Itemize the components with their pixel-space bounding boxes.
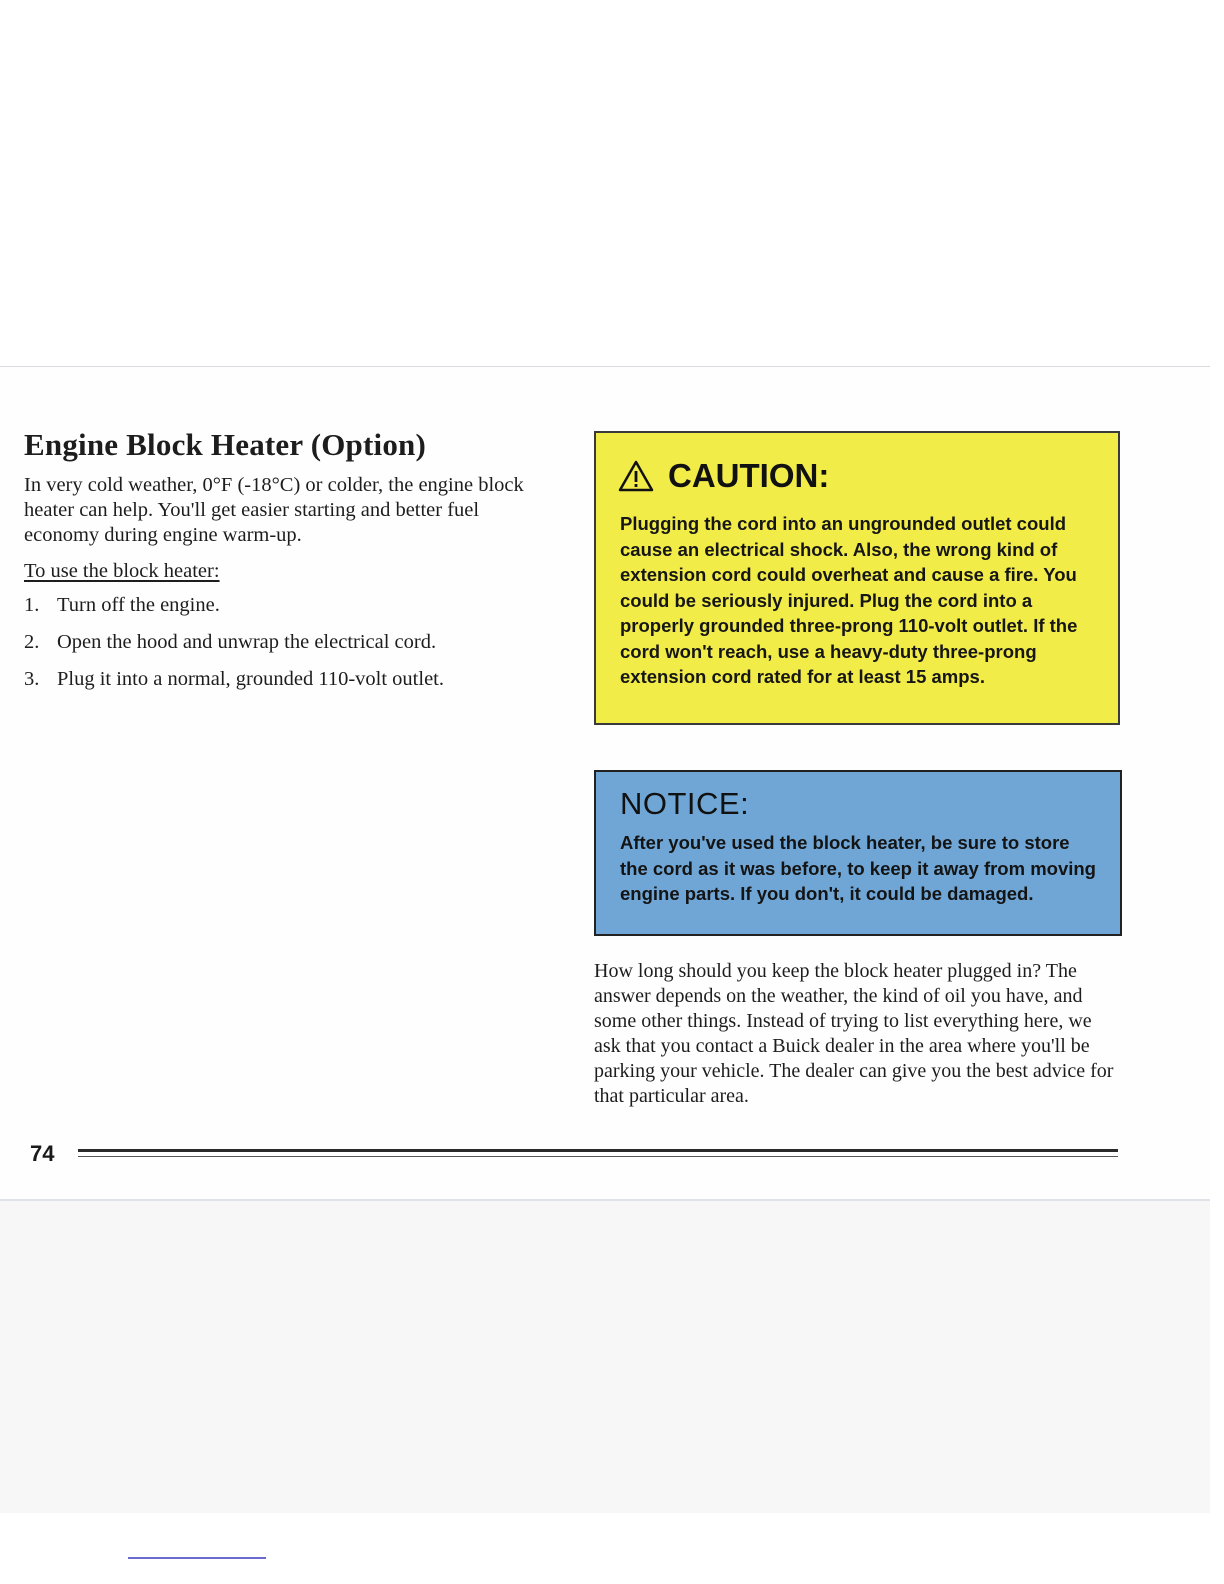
- footer-rule-thick: [78, 1149, 1118, 1152]
- caution-box: [594, 431, 1120, 725]
- step-item: [24, 593, 554, 618]
- step-number: 1.: [24, 594, 40, 616]
- step-item: [24, 667, 554, 692]
- notice-box: [594, 770, 1122, 936]
- notice-title: NOTICE:: [620, 786, 750, 821]
- caution-title: CAUTION:: [668, 457, 830, 494]
- notice-text: After you've used the block heater, be sure to store the cord as it was before, to keep it away from moving engine parts. If you don't, it could be damaged.: [620, 832, 1096, 904]
- step-number: 3.: [24, 668, 40, 690]
- lower-band: [0, 1201, 1210, 1513]
- step-list: [24, 593, 554, 692]
- step-text: Turn off the engine.: [57, 594, 220, 616]
- manual-page: [0, 366, 1210, 1513]
- heater-duration-paragraph: How long should you keep the block heater plugged in? The answer depends on the weather, the kind of oil you have, and some other things. Instead of trying to list everything here, we ask that you contact a Buick dealer in the area where you'll be parking your vehicle. The dealer can give you the best advice for that particular area.: [594, 960, 1114, 1107]
- page-content: [0, 367, 1210, 1201]
- footer-rule-thin: [78, 1156, 1118, 1157]
- intro-paragraph: In very cold weather, 0°F (-18°C) or colder, the engine block heater can help. You'll get easier starting and better fuel economy during engine warm-up.: [24, 474, 524, 546]
- step-text: Open the hood and unwrap the electrical cord.: [57, 631, 437, 653]
- footer-rule: [78, 1149, 1118, 1159]
- step-text: Plug it into a normal, grounded 110-volt outlet.: [57, 668, 444, 690]
- step-number: 2.: [24, 631, 40, 653]
- warning-triangle-icon: [618, 460, 654, 492]
- left-column: [24, 427, 554, 704]
- caution-text: Plugging the cord into an ungrounded outlet could cause an electrical shock. Also, the wrong kind of extension cord could overheat and cause a fire. You could be seriously injured. Plug the cord into a properly grounded three-prong 110-volt outlet. If the cord won't reach, use a heavy-duty three-prong extension cord rated for at least 15 amps.: [620, 513, 1078, 687]
- section-title: Engine Block Heater (Option): [24, 427, 427, 462]
- page-number: 74: [30, 1141, 55, 1166]
- steps-heading: To use the block heater:: [24, 560, 220, 582]
- caution-header: [618, 457, 829, 495]
- step-item: [24, 630, 554, 655]
- bottom-link-underline: [128, 1557, 266, 1559]
